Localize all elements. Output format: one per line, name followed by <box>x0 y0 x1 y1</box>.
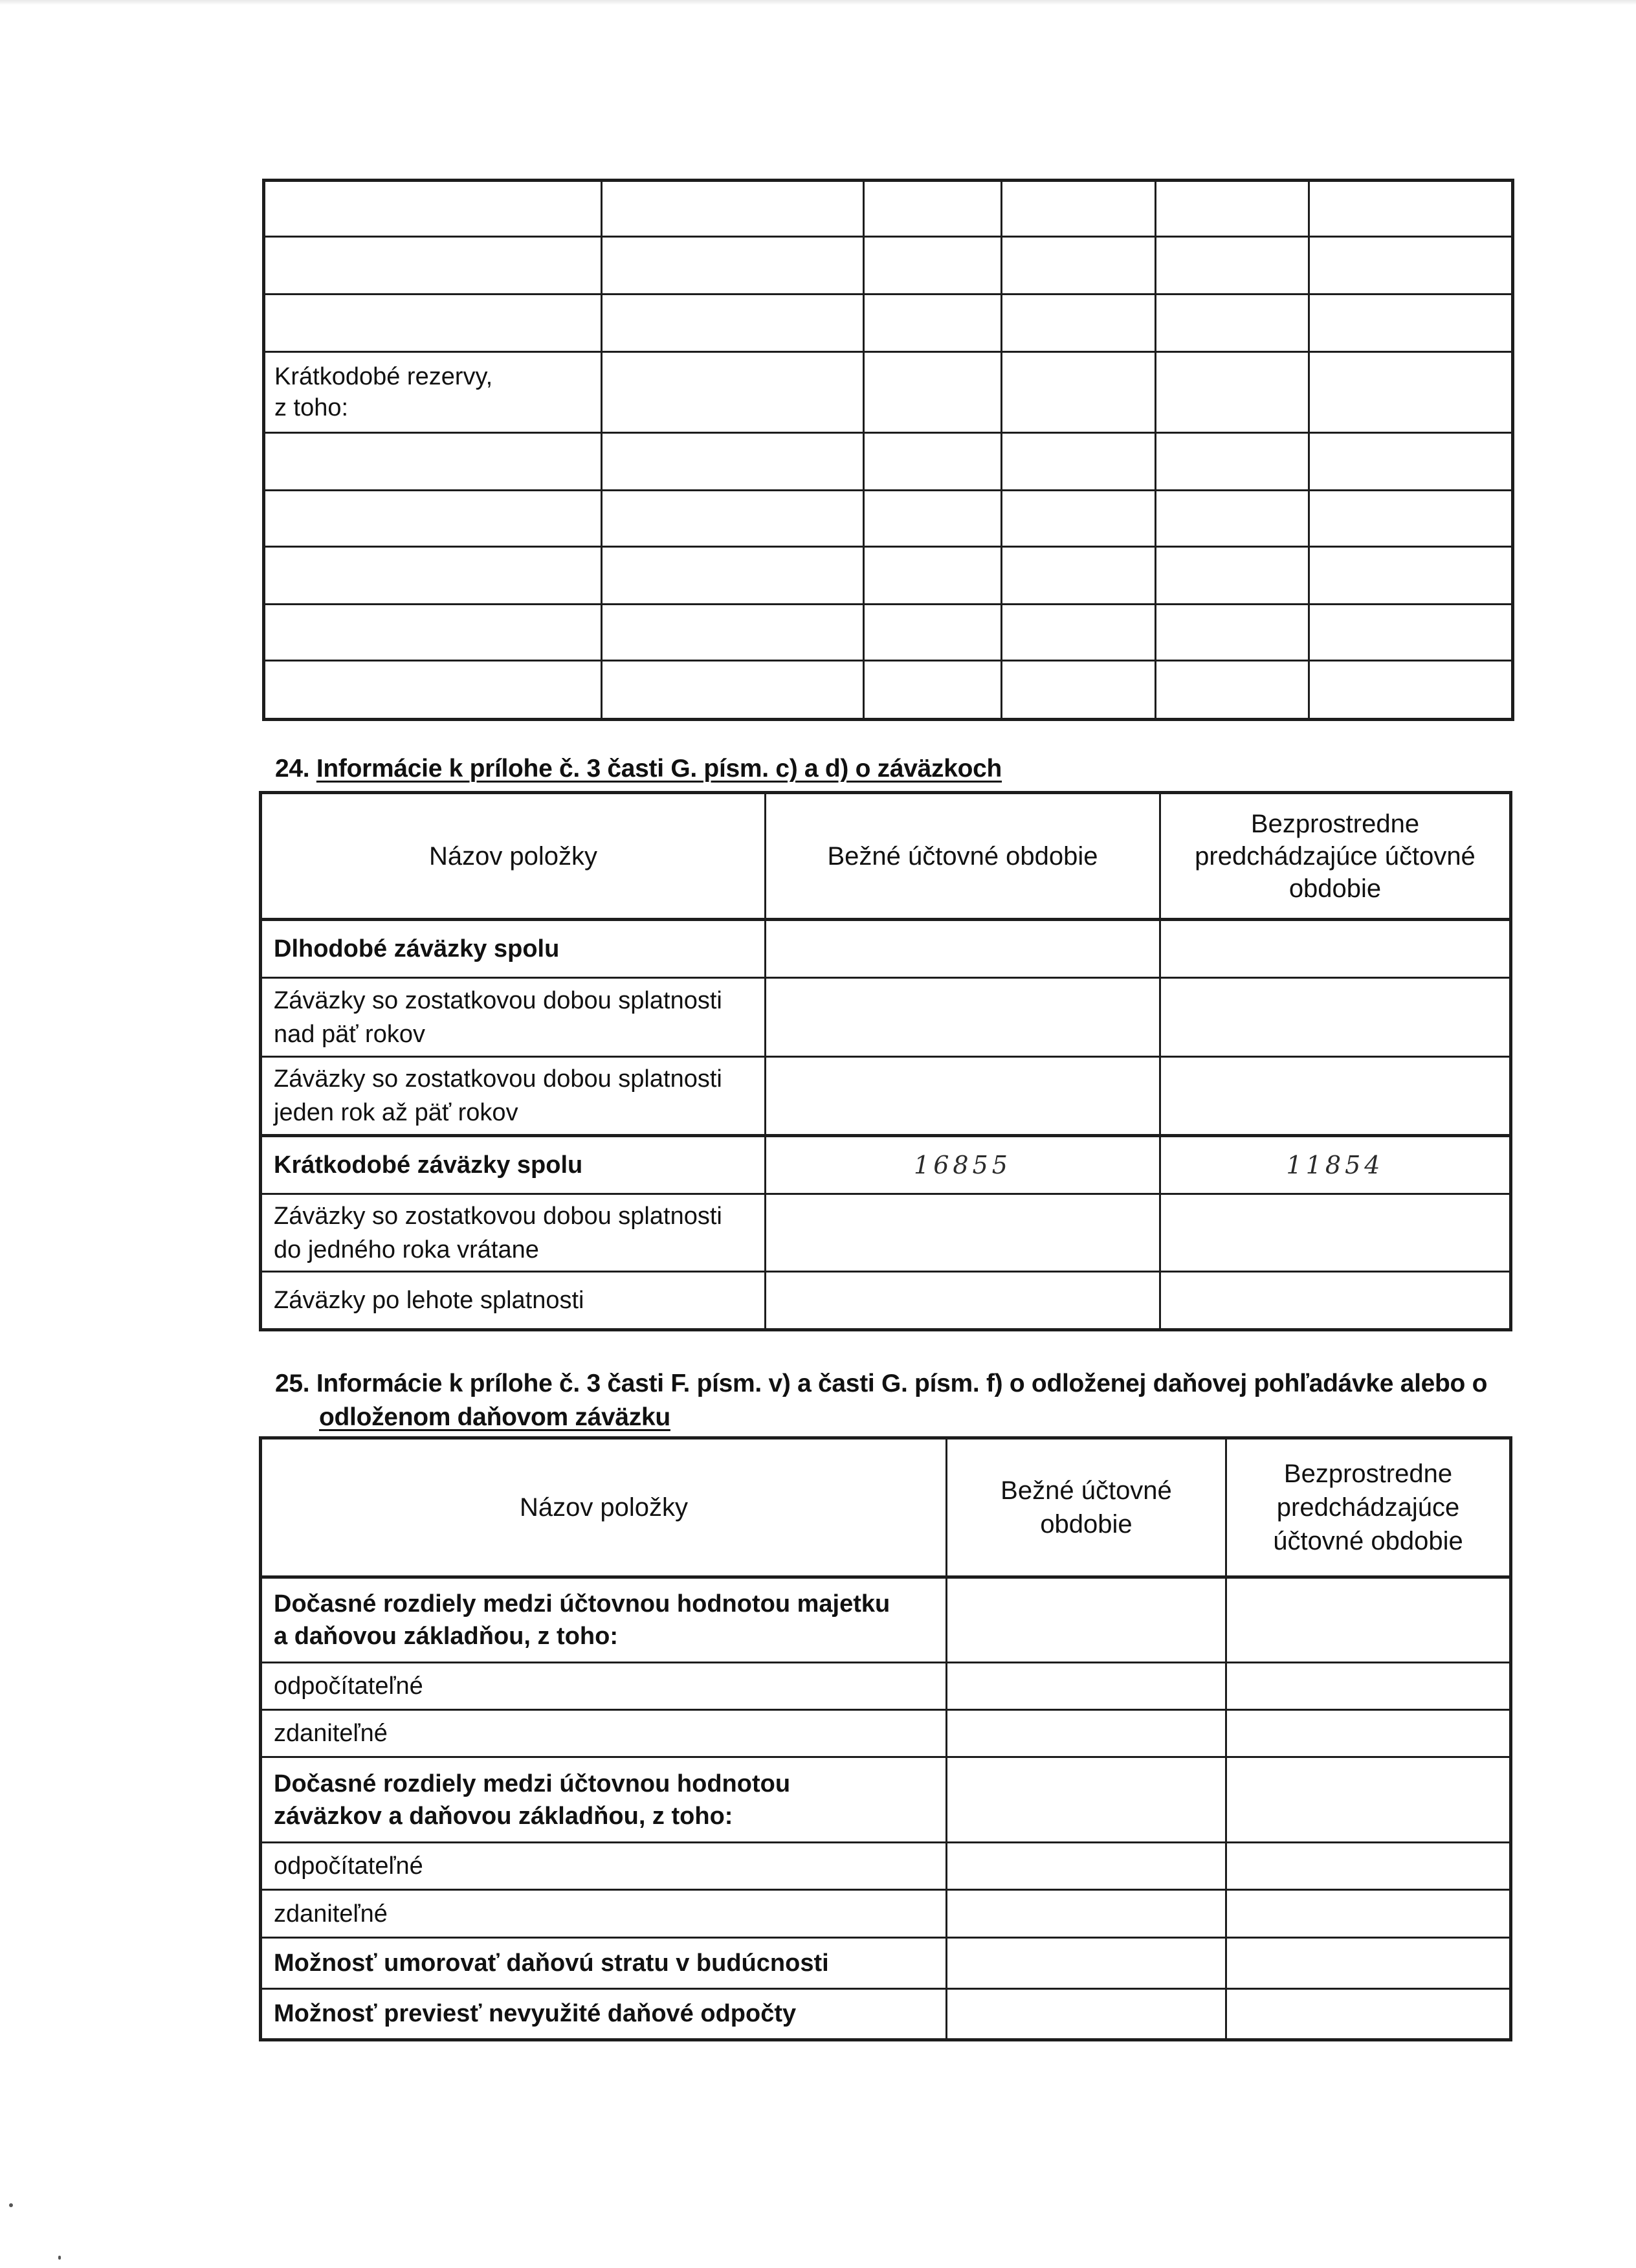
header-previous-period: Bezprostredne predchádzajúce účtovné obdobie <box>1160 793 1511 920</box>
table-row <box>264 181 1513 237</box>
row-label: Záväzky po lehote splatnosti <box>261 1272 766 1330</box>
row-label: Záväzky so zostatkovou dobou splatnosti do jedného roka vrátane <box>261 1194 766 1272</box>
table-row <box>261 978 1511 1057</box>
table-header-row <box>261 793 1511 920</box>
table-row <box>261 1937 1511 1988</box>
row-label: zdaniteľné <box>261 1710 947 1757</box>
row-label: odpočítateľné <box>261 1663 947 1710</box>
deferred-tax-table <box>259 1436 1512 2041</box>
table-row <box>264 294 1513 351</box>
row-previous-value <box>1226 1890 1511 1937</box>
table-row <box>264 432 1513 490</box>
row-label: Možnosť previesť nevyužité daňové odpočty <box>261 1988 947 2040</box>
scan-speck <box>9 2203 13 2207</box>
row-label: Dočasné rozdiely medzi účtovnou hodnotou záväzkov a daňovou základňou, z toho: <box>261 1757 947 1843</box>
row-label: Možnosť umorovať daňovú stratu v budúcnosti <box>261 1937 947 1988</box>
section-25-number: 25. <box>275 1370 310 1397</box>
row-current-value <box>947 1710 1226 1757</box>
row-current-value <box>766 1272 1160 1330</box>
row-previous-value <box>1160 1272 1511 1330</box>
row-label: Krátkodobé záväzky spolu <box>261 1136 766 1194</box>
row-current-value <box>766 1194 1160 1272</box>
table-row <box>261 1890 1511 1937</box>
row-current-value <box>947 1890 1226 1937</box>
section-25-heading <box>275 1367 1505 1434</box>
row-current-value <box>947 1843 1226 1890</box>
row-previous-value <box>1226 1710 1511 1757</box>
liabilities-table <box>259 791 1512 1331</box>
row-current-value <box>947 1988 1226 2040</box>
row-previous-value <box>1226 1663 1511 1710</box>
table-row <box>261 1136 1511 1194</box>
scan-speck <box>58 2256 61 2260</box>
row-current-value <box>766 920 1160 978</box>
table-row <box>261 1843 1511 1890</box>
table-row <box>261 1577 1511 1663</box>
table-row <box>261 1663 1511 1710</box>
row-previous-value <box>1160 1057 1511 1136</box>
table-header-row <box>261 1438 1511 1577</box>
row-previous-value <box>1160 1194 1511 1272</box>
section-24-number: 24. <box>275 755 310 783</box>
row-previous-value <box>1226 1937 1511 1988</box>
table-row <box>264 546 1513 604</box>
row-previous-value: 11854 <box>1160 1136 1511 1194</box>
header-item-name: Názov položky <box>261 793 766 920</box>
row-current-value <box>766 1057 1160 1136</box>
row-label: Záväzky so zostatkovou dobou splatnosti nad päť rokov <box>261 978 766 1057</box>
table-row <box>264 660 1513 719</box>
row-label: Dlhodobé záväzky spolu <box>261 920 766 978</box>
row-previous-value <box>1226 1577 1511 1663</box>
header-previous-period: Bezprostredne predchádzajúce účtovné obdobie <box>1226 1438 1511 1577</box>
row-previous-value <box>1160 920 1511 978</box>
table-row <box>261 1710 1511 1757</box>
table-row <box>261 1272 1511 1330</box>
row-label: Záväzky so zostatkovou dobou splatnosti jeden rok až päť rokov <box>261 1057 766 1136</box>
row-previous-value <box>1226 1843 1511 1890</box>
row-label: Dočasné rozdiely medzi účtovnou hodnotou majetku a daňovou základňou, z toho: <box>261 1577 947 1663</box>
row-current-value <box>947 1577 1226 1663</box>
table-row <box>261 1988 1511 2040</box>
table-row <box>264 236 1513 294</box>
row-current-value <box>947 1663 1226 1710</box>
table-row <box>261 1057 1511 1136</box>
row-label: zdaniteľné <box>261 1890 947 1937</box>
row-previous-value <box>1226 1988 1511 2040</box>
table-row <box>261 1194 1511 1272</box>
section-24-heading <box>275 752 1002 786</box>
row-label: odpočítateľné <box>261 1843 947 1890</box>
scan-top-edge <box>0 0 1636 5</box>
header-current-period: Bežné účtovné obdobie <box>947 1438 1226 1577</box>
table-row <box>264 352 1513 433</box>
section-25-title-line1: Informácie k prílohe č. 3 časti F. písm. v) a časti G. písm. f) o odloženej daňovej pohľadávke alebo o <box>316 1370 1488 1397</box>
row-current-value: 16855 <box>766 1136 1160 1194</box>
header-item-name: Názov položky <box>261 1438 947 1577</box>
row-current-value <box>766 978 1160 1057</box>
table-row <box>261 1757 1511 1843</box>
table-row <box>261 920 1511 978</box>
row-current-value <box>947 1757 1226 1843</box>
row-previous-value <box>1160 978 1511 1057</box>
section-24-title: Informácie k prílohe č. 3 časti G. písm. c) a d) o záväzkoch <box>316 755 1002 783</box>
table-row <box>264 490 1513 546</box>
row-previous-value <box>1226 1757 1511 1843</box>
reserves-table <box>262 179 1514 721</box>
section-25-title-line2: odloženom daňovom záväzku <box>319 1403 670 1431</box>
short-term-reserves-label: Krátkodobé rezervy, z toho: <box>264 352 602 433</box>
row-current-value <box>947 1937 1226 1988</box>
table-row <box>264 604 1513 660</box>
header-current-period: Bežné účtovné obdobie <box>766 793 1160 920</box>
